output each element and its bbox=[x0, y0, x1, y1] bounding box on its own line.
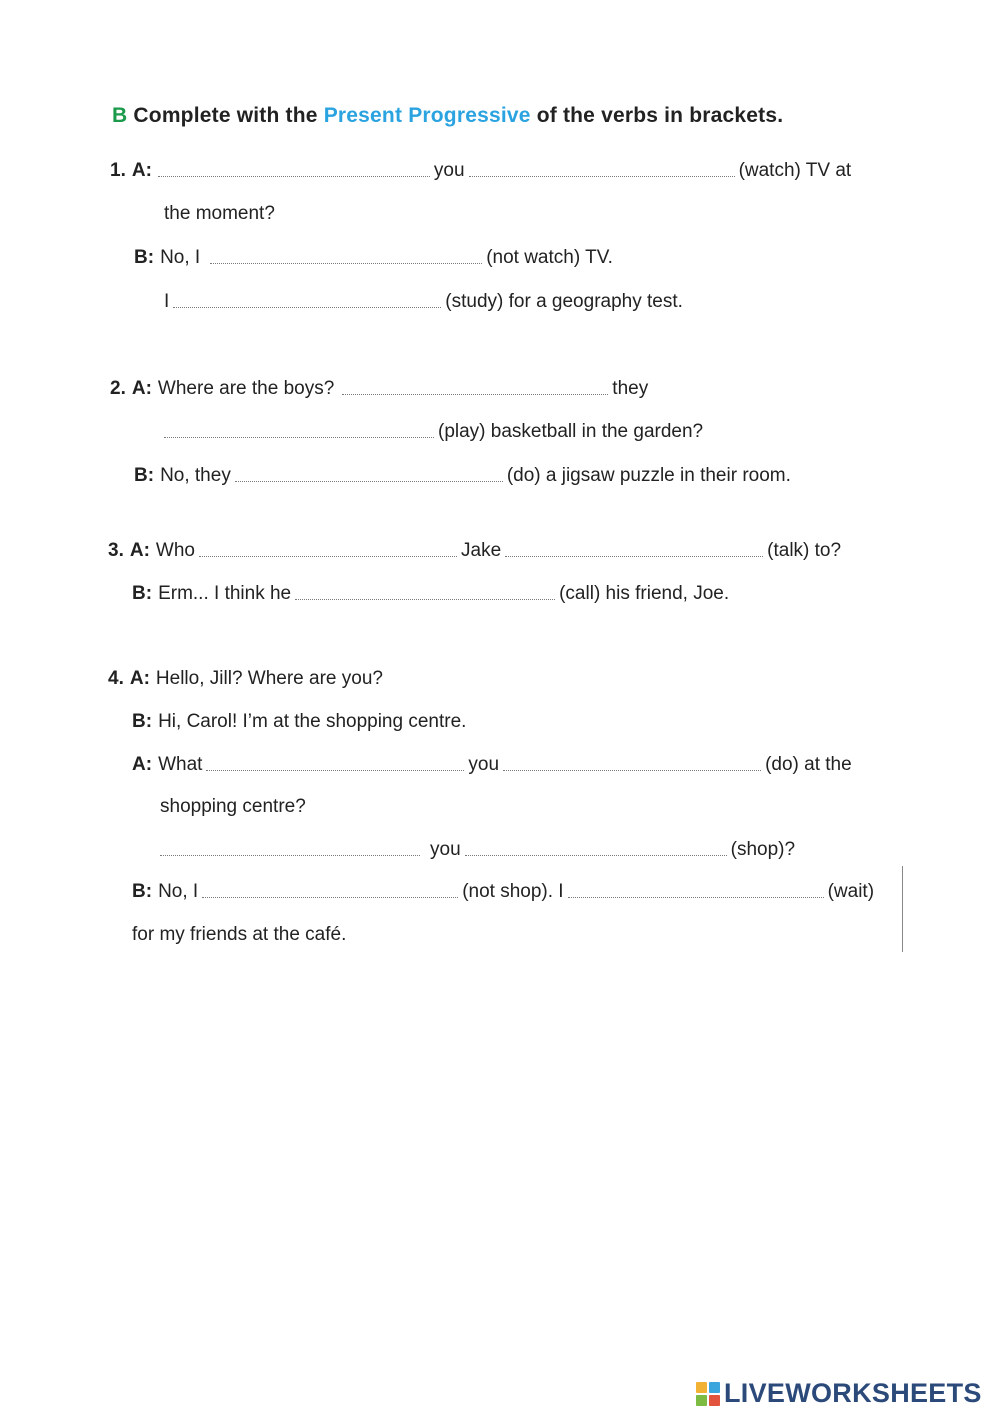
ex4-a3-blank-2[interactable] bbox=[465, 854, 727, 856]
ex4-a2-mid: you bbox=[468, 754, 500, 775]
section-letter: B bbox=[112, 104, 128, 127]
ex2-a2-blank[interactable] bbox=[164, 436, 434, 438]
ex4-b2-blank-1[interactable] bbox=[202, 896, 458, 898]
ex4-speaker-b: B: bbox=[132, 711, 153, 732]
ex1-a-blank-2[interactable] bbox=[469, 175, 735, 177]
ex2-line-a bbox=[110, 368, 648, 398]
ex1-line-b bbox=[134, 237, 613, 267]
ex4-b2-pre: No, I bbox=[158, 881, 199, 902]
ex4-line-a bbox=[108, 658, 383, 688]
logo-text: LIVEWORKSHEETS bbox=[724, 1378, 982, 1408]
ex2-b-post: (do) a jigsaw puzzle in their room. bbox=[506, 465, 791, 486]
ex4-number: 4. bbox=[108, 668, 124, 689]
ex4-a-text: Hello, Jill? Where are you? bbox=[155, 668, 383, 689]
ex1-speaker-b: B: bbox=[134, 247, 155, 268]
ex4-b2-continuation: for my friends at the café. bbox=[132, 924, 347, 945]
ex4-speaker-b2: B: bbox=[132, 881, 153, 902]
ex2-a2-post: (play) basketball in the garden? bbox=[438, 421, 704, 442]
ex3-a-blank-1[interactable] bbox=[199, 555, 457, 557]
ex1-b2-blank[interactable] bbox=[173, 306, 441, 308]
ex1-number: 1. bbox=[110, 160, 126, 181]
liveworksheets-logo bbox=[696, 1378, 982, 1409]
ex1-b2-post: (study) for a geography test. bbox=[445, 291, 683, 312]
ex2-line-b bbox=[134, 455, 791, 485]
ex3-speaker-a: A: bbox=[129, 540, 150, 561]
ex1-b2-pre: I bbox=[164, 291, 170, 312]
ex4-b2-post: (wait) bbox=[827, 881, 875, 902]
ex4-a2-pre: What bbox=[158, 754, 203, 775]
ex4-line-b2 bbox=[132, 871, 874, 901]
ex4-a3-blank-1[interactable] bbox=[160, 854, 420, 856]
ex4-b-text: Hi, Carol! I’m at the shopping centre. bbox=[158, 711, 467, 732]
ex3-number: 3. bbox=[108, 540, 124, 561]
instruction-tense: Present Progressive bbox=[323, 104, 531, 127]
ex3-a-pre: Who bbox=[155, 540, 195, 561]
ex4-a3-post: (shop)? bbox=[730, 839, 796, 860]
ex2-b-blank[interactable] bbox=[235, 480, 503, 482]
ex2-a-post: they bbox=[612, 378, 649, 399]
ex3-a-mid: Jake bbox=[461, 540, 502, 561]
ex4-a2-blank-2[interactable] bbox=[503, 769, 761, 771]
ex4-a3-mid: you bbox=[430, 839, 461, 860]
logo-mark-icon bbox=[696, 1382, 720, 1406]
ex3-line-b bbox=[132, 573, 729, 603]
instruction-pre: Complete with the bbox=[133, 104, 318, 127]
ex3-b-blank[interactable] bbox=[295, 598, 555, 600]
instruction-post: of the verbs in brackets. bbox=[536, 104, 784, 127]
ex4-b2-mid: (not shop). I bbox=[462, 881, 564, 902]
ex1-b-pre: No, I bbox=[160, 247, 201, 268]
margin-divider bbox=[902, 866, 903, 952]
ex1-b-blank[interactable] bbox=[210, 262, 482, 264]
ex3-line-a bbox=[108, 530, 841, 560]
ex4-a2-continuation: shopping centre? bbox=[160, 796, 306, 817]
ex3-b-pre: Erm... I think he bbox=[158, 583, 292, 604]
ex1-a-continuation: the moment? bbox=[164, 203, 275, 224]
ex1-b-post: (not watch) TV. bbox=[486, 247, 613, 268]
ex4-line-a3 bbox=[160, 829, 795, 859]
ex3-a-blank-2[interactable] bbox=[505, 555, 763, 557]
ex3-speaker-b: B: bbox=[132, 583, 153, 604]
ex1-a-blank-1[interactable] bbox=[158, 175, 430, 177]
instruction-heading bbox=[112, 104, 783, 128]
ex2-number: 2. bbox=[110, 378, 126, 399]
ex4-a2-blank-1[interactable] bbox=[206, 769, 464, 771]
ex1-line-a bbox=[110, 150, 851, 180]
ex4-a2-post: (do) at the bbox=[765, 754, 852, 775]
ex2-speaker-b: B: bbox=[134, 465, 155, 486]
ex2-b-pre: No, they bbox=[160, 465, 231, 486]
ex4-line-b2-cont bbox=[132, 914, 346, 944]
ex4-b2-blank-2[interactable] bbox=[568, 896, 824, 898]
ex2-a-blank[interactable] bbox=[342, 393, 608, 395]
ex1-a-word-2: (watch) TV at bbox=[738, 160, 852, 181]
ex3-b-post: (call) his friend, Joe. bbox=[559, 583, 730, 604]
ex1-line-a-cont bbox=[164, 193, 275, 223]
ex4-line-a2-cont bbox=[160, 786, 306, 816]
ex2-a-pre: Where are the boys? bbox=[157, 378, 335, 399]
ex3-a-post: (talk) to? bbox=[767, 540, 842, 561]
ex4-speaker-a: A: bbox=[129, 668, 150, 689]
ex4-line-a2 bbox=[132, 744, 852, 774]
ex1-speaker-a: A: bbox=[131, 160, 152, 181]
ex1-line-b2 bbox=[164, 281, 683, 311]
ex4-speaker-a2: A: bbox=[132, 754, 153, 775]
ex2-speaker-a: A: bbox=[131, 378, 152, 399]
ex4-line-b bbox=[132, 701, 466, 731]
ex1-a-word-1: you bbox=[433, 160, 465, 181]
ex2-line-a2 bbox=[164, 411, 703, 441]
